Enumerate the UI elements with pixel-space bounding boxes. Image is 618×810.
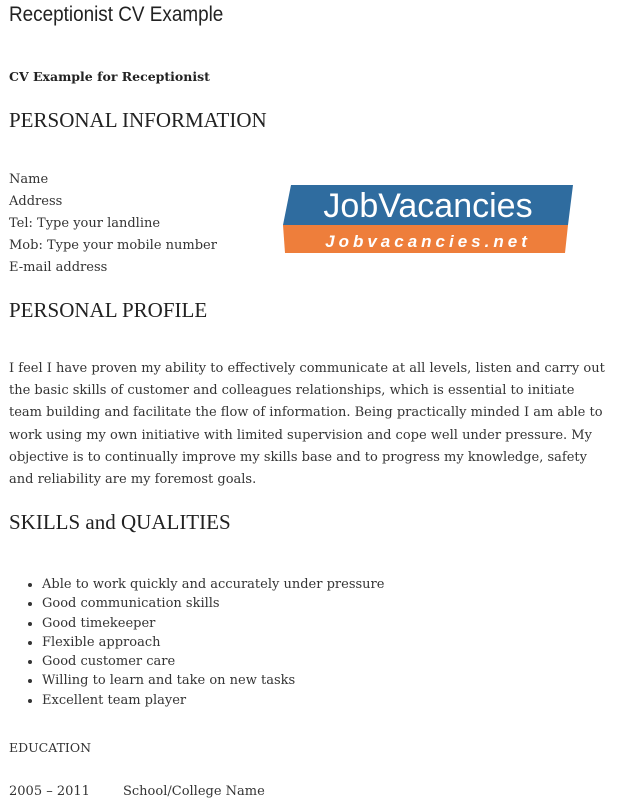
personal-profile-text: I feel I have proven my ability to effectively communicate at all levels, listen and carry out the basic skills of customer and colleagues relationships, which is essential to initiate team building and facilitate the flow of information. Being practically minded I am able to work using my own initiative with limited supervision and cope well under pressure. My objective is to continually improve my skills base and to progress my knowledge, safety and reliability are my foremost goals. bbox=[9, 361, 605, 488]
personal-information-list bbox=[9, 169, 217, 279]
page-title: Receptionist CV Example bbox=[9, 3, 224, 26]
skills-list bbox=[22, 575, 384, 710]
skills-heading: SKILLS and QUALITIES bbox=[9, 510, 231, 534]
info-email: E-mail address bbox=[9, 260, 108, 275]
info-tel: Tel: Type your landline bbox=[9, 216, 161, 231]
education-years: 2005 – 2011 bbox=[9, 784, 90, 799]
skill-item: • Good customer care bbox=[42, 652, 384, 671]
info-name: Name bbox=[9, 172, 49, 187]
skill-item: • Flexible approach bbox=[42, 633, 384, 652]
education-school: School/College Name bbox=[123, 784, 265, 799]
skill-item: • Good communication skills bbox=[42, 594, 384, 613]
skill-item: • Willing to learn and take on new tasks bbox=[42, 671, 384, 690]
info-mob: Mob: Type your mobile number bbox=[9, 238, 217, 253]
personal-information-heading: PERSONAL INFORMATION bbox=[9, 108, 267, 132]
page-subtitle: CV Example for Receptionist bbox=[9, 69, 210, 84]
skill-item: • Excellent team player bbox=[42, 691, 384, 710]
personal-profile-heading: PERSONAL PROFILE bbox=[9, 298, 208, 322]
logo-main-text: JobVacancies bbox=[323, 187, 533, 225]
skill-item: • Good timekeeper bbox=[42, 614, 384, 633]
skill-item: • Able to work quickly and accurately under pressure bbox=[42, 575, 384, 594]
info-address: Address bbox=[9, 194, 63, 209]
jobvacancies-logo bbox=[283, 185, 573, 253]
logo-sub-text: Jobvacancies.net bbox=[325, 232, 531, 251]
education-heading: EDUCATION bbox=[9, 740, 92, 755]
